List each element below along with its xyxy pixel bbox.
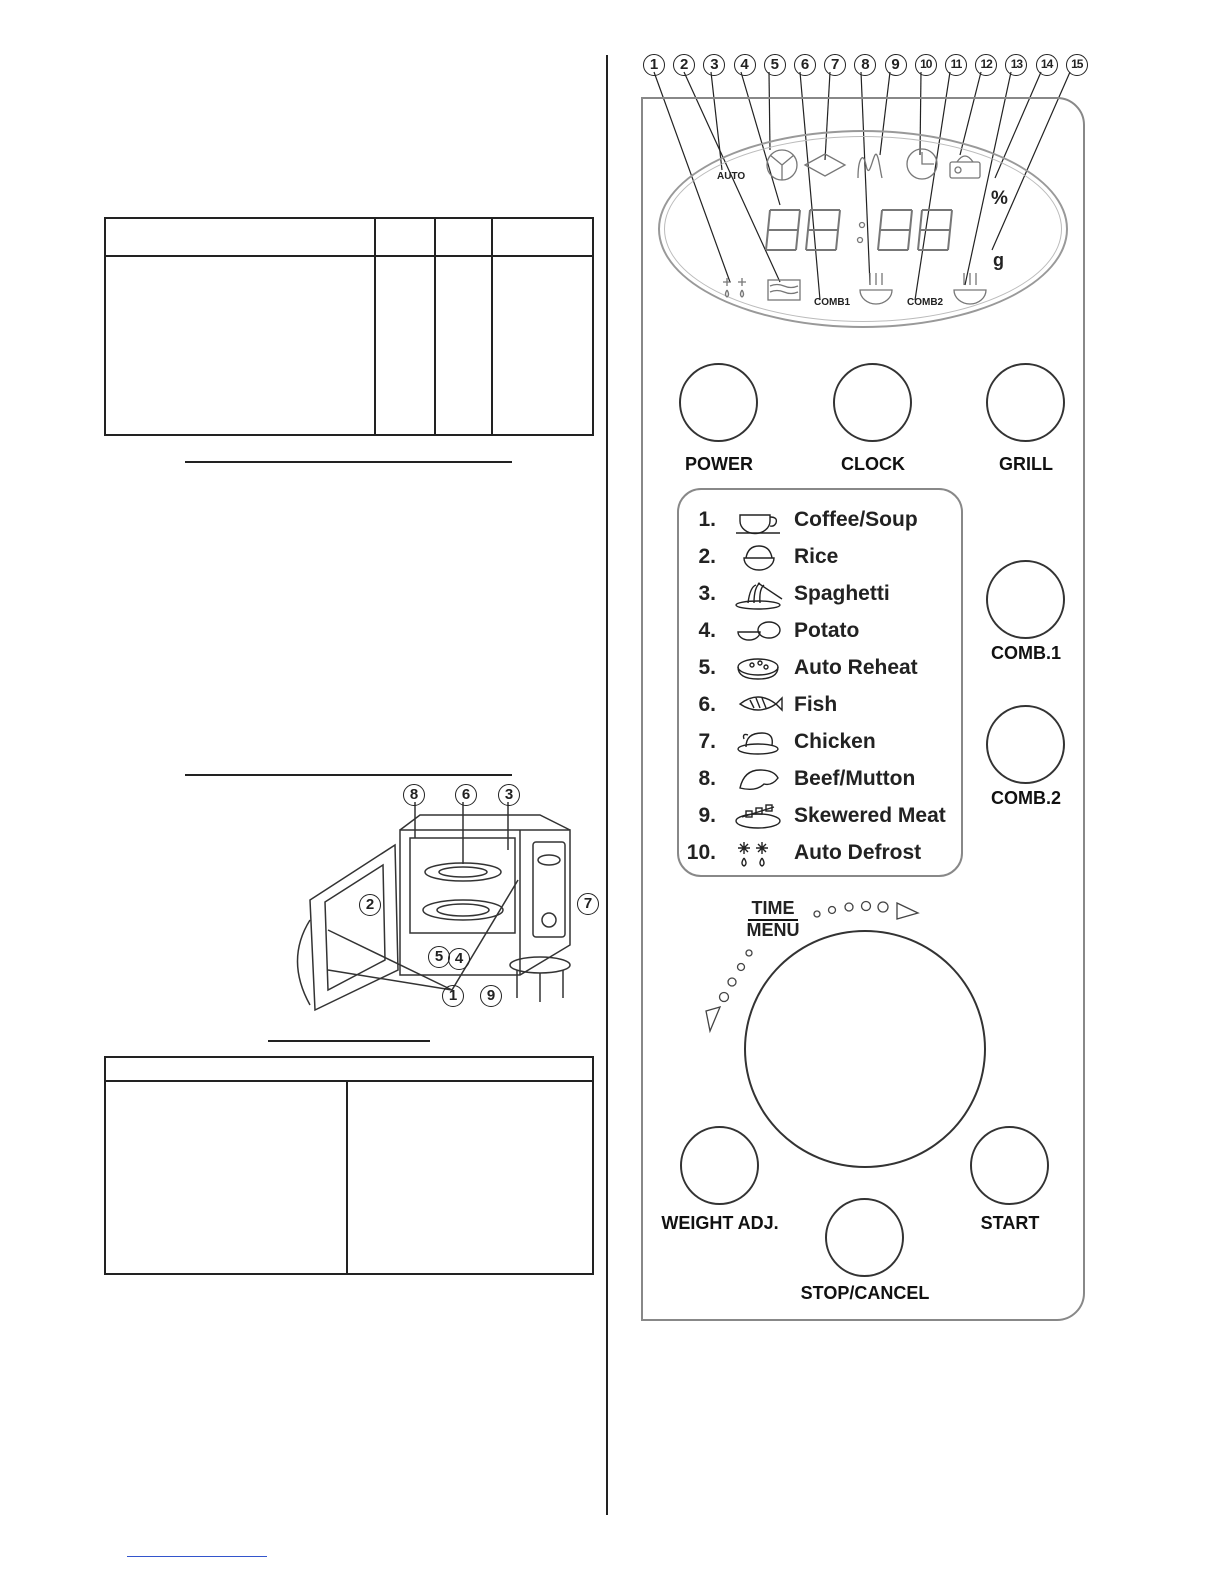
callout-3: 3 <box>703 54 725 76</box>
clock-label: CLOCK <box>841 454 905 474</box>
oven-callout-3: 3 <box>498 784 520 806</box>
percent-indicator: % <box>991 188 1008 209</box>
menu-item-label: Skewered Meat <box>794 804 946 827</box>
grill-button[interactable] <box>986 363 1065 442</box>
footer-link-rule <box>127 1556 267 1557</box>
oven-diagram <box>280 780 600 1030</box>
comb1-button[interactable] <box>986 560 1065 639</box>
callout-11: 11 <box>945 54 967 76</box>
oven-callout-5: 5 <box>428 946 450 968</box>
oven-callout-7: 7 <box>577 893 599 915</box>
comb1-indicator: COMB1 <box>814 297 851 308</box>
power-label: POWER <box>684 454 753 474</box>
skewer-icon <box>734 799 784 833</box>
comb2-label: COMB.2 <box>990 788 1061 808</box>
start-label: START <box>980 1213 1040 1233</box>
gram-indicator: g <box>993 250 1004 270</box>
callout-2: 2 <box>673 54 695 76</box>
rice-bowl-icon <box>734 540 784 574</box>
beef-icon <box>734 762 784 796</box>
menu-item <box>678 836 968 873</box>
stop-cancel-label: STOP/CANCEL <box>800 1283 930 1303</box>
spec-table-bottom <box>104 1056 594 1275</box>
callout-7: 7 <box>824 54 846 76</box>
grill-label: GRILL <box>999 454 1053 474</box>
menu-item-number: 5. <box>698 656 716 679</box>
menu-item-number: 2. <box>698 545 716 568</box>
comb2-indicator: COMB2 <box>907 297 944 308</box>
menu-item-label: Chicken <box>794 730 876 753</box>
menu-item-label: Coffee/Soup <box>794 508 918 531</box>
oven-callout-9: 9 <box>480 985 502 1007</box>
menu-item <box>678 688 968 725</box>
callout-4: 4 <box>734 54 756 76</box>
weight-adj-label: WEIGHT ADJ. <box>661 1213 779 1233</box>
menu-item-label: Beef/Mutton <box>794 767 916 790</box>
callout-8: 8 <box>854 54 876 76</box>
potato-icon <box>734 614 784 648</box>
comb1-label: COMB.1 <box>990 643 1061 663</box>
weight-adj-button[interactable] <box>680 1126 759 1205</box>
coffee-cup-icon <box>734 503 784 537</box>
menu-item <box>678 614 968 651</box>
column-divider <box>606 55 608 1515</box>
section-rule-2 <box>185 774 512 776</box>
menu-item <box>678 540 968 577</box>
reheat-dish-icon <box>734 651 784 685</box>
callout-15: 15 <box>1066 54 1088 76</box>
oven-callout-8: 8 <box>403 784 425 806</box>
menu-item-number: 6. <box>698 693 716 716</box>
callout-1: 1 <box>643 54 665 76</box>
chicken-icon <box>734 725 784 759</box>
power-button[interactable] <box>679 363 758 442</box>
menu-item <box>678 651 968 688</box>
menu-item <box>678 762 968 799</box>
auto-indicator: AUTO <box>717 171 746 182</box>
callout-9: 9 <box>885 54 907 76</box>
menu-item-number: 8. <box>698 767 716 790</box>
menu-item-label: Potato <box>794 619 860 642</box>
comb2-button[interactable] <box>986 705 1065 784</box>
start-button[interactable] <box>970 1126 1049 1205</box>
menu-item-label: Fish <box>794 693 838 716</box>
spaghetti-icon <box>734 577 784 611</box>
spec-table-top <box>104 217 594 436</box>
defrost-icon <box>734 836 784 870</box>
menu-item-number: 7. <box>698 730 716 753</box>
fish-icon <box>734 688 784 722</box>
stop-cancel-button[interactable] <box>825 1198 904 1277</box>
menu-item-label: Auto Reheat <box>794 656 918 679</box>
callout-6: 6 <box>794 54 816 76</box>
oven-callout-2: 2 <box>359 894 381 916</box>
menu-items <box>678 503 968 873</box>
menu-label: MENU <box>746 920 800 940</box>
menu-item <box>678 503 968 540</box>
section-rule-3 <box>268 1040 430 1042</box>
menu-item <box>678 577 968 614</box>
callout-14: 14 <box>1036 54 1058 76</box>
callout-12: 12 <box>975 54 997 76</box>
callout-10: 10 <box>915 54 937 76</box>
clock-button[interactable] <box>833 363 912 442</box>
time-label: TIME <box>748 898 798 921</box>
menu-item-number: 10. <box>686 841 716 864</box>
oven-callout-4: 4 <box>448 948 470 970</box>
menu-item <box>678 799 968 836</box>
menu-item-number: 9. <box>698 804 716 827</box>
time-menu-dial[interactable] <box>744 930 986 1168</box>
oven-callout-6: 6 <box>455 784 477 806</box>
oven-callout-1: 1 <box>442 985 464 1007</box>
menu-item-label: Spaghetti <box>794 582 890 605</box>
menu-item-number: 3. <box>698 582 716 605</box>
callout-5: 5 <box>764 54 786 76</box>
menu-item-number: 4. <box>698 619 716 642</box>
menu-item <box>678 725 968 762</box>
menu-item-number: 1. <box>698 508 716 531</box>
callout-13: 13 <box>1005 54 1027 76</box>
display-icons <box>660 140 1070 320</box>
section-rule-1 <box>185 461 512 463</box>
menu-item-label: Auto Defrost <box>794 841 922 864</box>
menu-item-label: Rice <box>794 545 839 568</box>
